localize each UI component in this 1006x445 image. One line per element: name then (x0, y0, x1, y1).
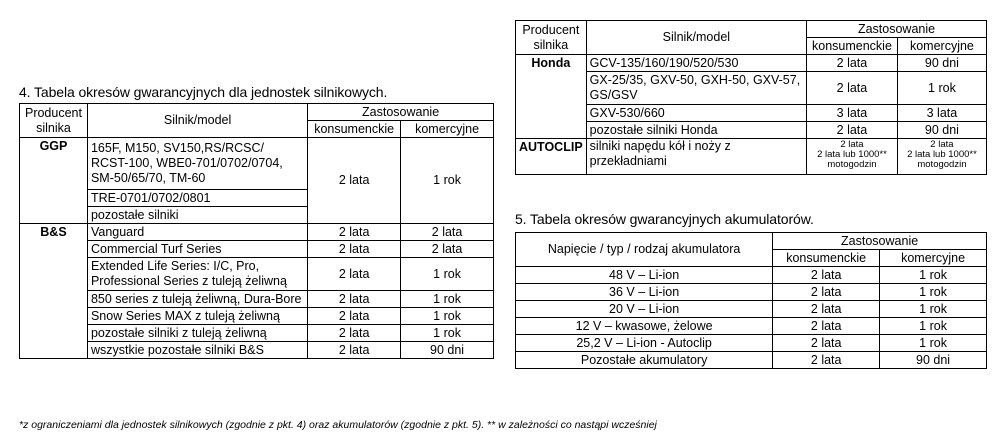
battery-commercial: 1 rok (880, 335, 987, 352)
autoclip-consumer-line1: 2 lata (840, 139, 864, 150)
header-producer: Producent silnika (516, 21, 587, 55)
battery-commercial: 1 rok (880, 318, 987, 335)
bs-model: Commercial Turf Series (87, 241, 307, 258)
ggp-commercial: 1 rok (401, 138, 494, 224)
honda-commercial: 3 lata (897, 105, 986, 122)
battery-consumer: 2 lata (773, 352, 880, 369)
autoclip-model: silniki napędu kół i noży z przekładniami (586, 139, 806, 175)
autoclip-consumer (807, 139, 898, 175)
bs-model: Vanguard (87, 224, 307, 241)
battery-consumer: 2 lata (773, 267, 880, 284)
header-consumer: konsumenckie (308, 121, 401, 138)
header-consumer: konsumenckie (807, 38, 898, 55)
bs-consumer: 2 lata (308, 325, 401, 342)
bs-model: wszystkie pozostałe silniki B&S (87, 342, 307, 359)
header-producer: Producent silnika (20, 104, 88, 138)
header-engine: Silnik/model (586, 21, 806, 55)
honda-commercial: 90 dni (897, 122, 986, 139)
ggp-model-1: 165F, M150, SV150,RS/RCSC/ RCST-100, WBE0-701/0702/0704, SM-50/65/70, TM-60 (87, 138, 307, 190)
battery-commercial: 1 rok (880, 267, 987, 284)
bs-consumer: 2 lata (308, 291, 401, 308)
battery-type: 20 V – Li-ion (516, 301, 773, 318)
battery-commercial: 90 dni (880, 352, 987, 369)
battery-commercial: 1 rok (880, 284, 987, 301)
honda-model: GX-25/35, GXV-50, GXH-50, GXV-57, GS/GSV (586, 72, 806, 105)
section-5-heading: 5. Tabela okresów gwarancyjnych akumulatorów. (515, 211, 814, 227)
battery-commercial: 1 rok (880, 301, 987, 318)
battery-consumer: 2 lata (773, 318, 880, 335)
ggp-model-3: pozostałe silniki (87, 207, 307, 224)
bs-commercial: 1 rok (401, 291, 494, 308)
header-battery-type: Napięcie / typ / rodzaj akumulatora (516, 233, 773, 267)
ggp-consumer: 2 lata (308, 138, 401, 224)
honda-model: GCV-135/160/190/520/530 (586, 55, 806, 72)
honda-commercial: 1 rok (897, 72, 986, 105)
header-commercial: komercyjne (880, 250, 987, 267)
honda-model: pozostałe silniki Honda (586, 122, 806, 139)
honda-consumer: 2 lata (807, 72, 898, 105)
producer-autoclip: AUTOCLIP (516, 139, 587, 175)
ggp-model-2: TRE-0701/0702/0801 (87, 190, 307, 207)
battery-type: 25,2 V – Li-ion - Autoclip (516, 335, 773, 352)
autoclip-consumer-line2: 2 lata lub 1000** motogodzin (817, 149, 887, 170)
bs-commercial: 1 rok (401, 258, 494, 291)
header-commercial: komercyjne (401, 121, 494, 138)
honda-warranty-table (515, 20, 987, 175)
producer-ggp: GGP (20, 138, 88, 224)
bs-consumer: 2 lata (308, 258, 401, 291)
bs-commercial: 2 lata (401, 224, 494, 241)
header-usage: Zastosowanie (807, 21, 987, 38)
header-usage: Zastosowanie (773, 233, 987, 250)
bs-consumer: 2 lata (308, 308, 401, 325)
autoclip-commercial-line2: 2 lata lub 1000** motogodzin (907, 149, 977, 170)
honda-commercial: 90 dni (897, 55, 986, 72)
bs-commercial: 90 dni (401, 342, 494, 359)
header-commercial: komercyjne (897, 38, 986, 55)
honda-consumer: 3 lata (807, 105, 898, 122)
header-consumer: konsumenckie (773, 250, 880, 267)
battery-warranty-table (515, 232, 987, 369)
battery-consumer: 2 lata (773, 301, 880, 318)
bs-model: pozostałe silniki z tuleją żeliwną (87, 325, 307, 342)
battery-type: Pozostałe akumulatory (516, 352, 773, 369)
bs-consumer: 2 lata (308, 224, 401, 241)
bs-commercial: 2 lata (401, 241, 494, 258)
bs-commercial: 1 rok (401, 308, 494, 325)
bs-consumer: 2 lata (308, 342, 401, 359)
footnote: *z ograniczeniami dla jednostek silnikowych (zgodnie z pkt. 4) oraz akumulatorów (zgodnie z pkt. 5). ** w zależności co nastąpi wcześniej (19, 419, 657, 431)
bs-model: 850 series z tuleją żeliwną, Dura-Bore (87, 291, 307, 308)
producer-honda: Honda (516, 55, 587, 139)
battery-consumer: 2 lata (773, 284, 880, 301)
battery-type: 48 V – Li-ion (516, 267, 773, 284)
honda-model: GXV-530/660 (586, 105, 806, 122)
engine-warranty-table (19, 103, 494, 359)
section-4-heading: 4. Tabela okresów gwarancyjnych dla jednostek silnikowych. (19, 84, 388, 100)
battery-consumer: 2 lata (773, 335, 880, 352)
header-usage: Zastosowanie (308, 104, 494, 121)
honda-consumer: 2 lata (807, 122, 898, 139)
bs-model: Extended Life Series: I/C, Pro, Professional Series z tuleją żeliwną (87, 258, 307, 291)
battery-type: 12 V – kwasowe, żelowe (516, 318, 773, 335)
honda-consumer: 2 lata (807, 55, 898, 72)
bs-commercial: 1 rok (401, 325, 494, 342)
autoclip-commercial-line1: 2 lata (930, 139, 954, 150)
header-engine: Silnik/model (87, 104, 307, 138)
battery-type: 36 V – Li-ion (516, 284, 773, 301)
bs-consumer: 2 lata (308, 241, 401, 258)
producer-bs: B&S (20, 224, 88, 359)
autoclip-commercial (897, 139, 986, 175)
bs-model: Snow Series MAX z tuleją żeliwną (87, 308, 307, 325)
